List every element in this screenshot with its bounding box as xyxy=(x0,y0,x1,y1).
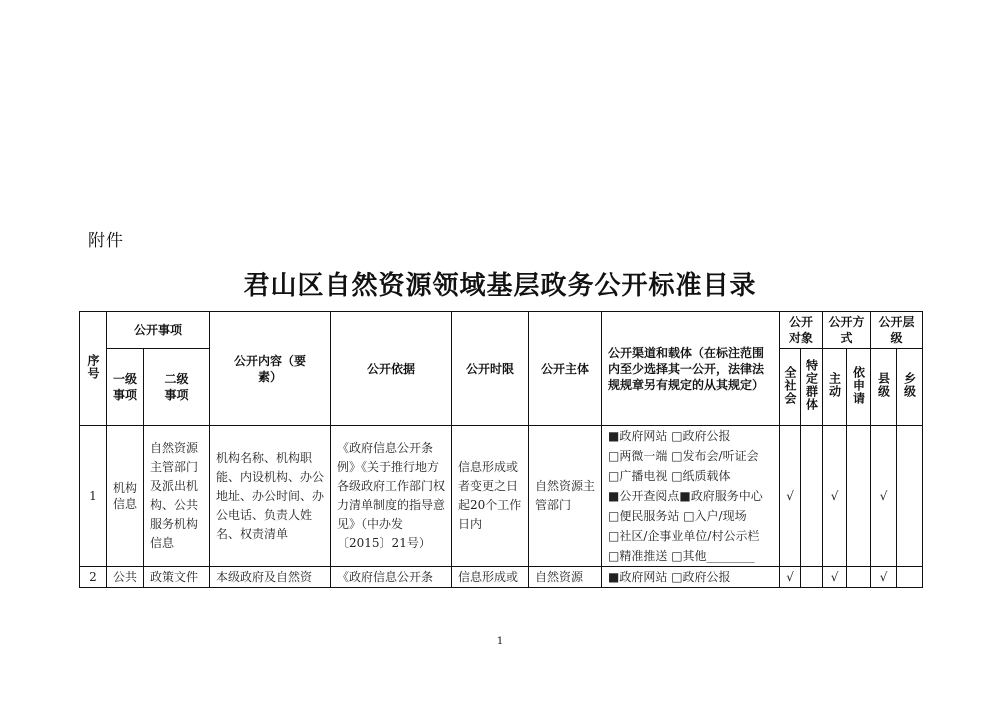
row-time-limit: 信息形成或者变更之日起20个工作日内 xyxy=(452,426,529,567)
channel-checkbox: □ 其他________ xyxy=(671,549,754,563)
row-target-all: √ xyxy=(780,567,801,588)
row-level-county: √ xyxy=(871,567,897,588)
channel-checkbox: ■ 政府网站 xyxy=(608,570,667,584)
header-items: 公开事项 xyxy=(107,312,210,349)
header-level-county: 县级 xyxy=(871,349,897,426)
channel-checkbox: □ 社区/企事业单位/村公示栏 xyxy=(608,529,759,543)
header-method: 公开方式 xyxy=(823,312,871,349)
channel-checkbox: □ 纸质载体 xyxy=(671,469,730,483)
row-level2: 政策文件 xyxy=(144,567,210,588)
channel-checkbox: □ 精准推送 xyxy=(608,549,667,563)
header-level2: 二级事项 xyxy=(144,349,210,426)
document-title: 君山区自然资源领域基层政务公开标准目录 xyxy=(243,271,757,301)
header-target-specific: 特定群体 xyxy=(801,349,823,426)
header-level1: 一级事项 xyxy=(107,349,144,426)
channel-checkbox: ■ 政府服务中心 xyxy=(679,489,762,503)
row-level-town xyxy=(897,426,923,567)
channel-checkbox: □ 广播电视 xyxy=(608,469,667,483)
channel-checkbox: ■ 公开查阅点 xyxy=(608,489,679,503)
header-target-all: 全社会 xyxy=(780,349,801,426)
row-target-specific xyxy=(801,567,823,588)
row-method-active: √ xyxy=(823,426,847,567)
row-basis: 《政府信息公开条例》《关于推行地方各级政府工作部门权力清单制度的指导意见》（中办发〔2015〕21号） xyxy=(331,426,452,567)
row-content: 机构名称、机构职能、内设机构、办公地址、办公时间、办公电话、负责人姓名、权责清单 xyxy=(210,426,331,567)
row-channels xyxy=(602,567,780,588)
table-row xyxy=(80,567,923,588)
row-seq: 1 xyxy=(80,426,107,567)
channel-checkbox: □ 发布会/听证会 xyxy=(671,449,758,463)
row-level2: 自然资源主管部门及派出机构、公共服务机构信息 xyxy=(144,426,210,567)
row-target-all: √ xyxy=(780,426,801,567)
standard-catalog-table xyxy=(79,311,923,588)
row-channels xyxy=(602,426,780,567)
header-time-limit: 公开时限 xyxy=(452,312,529,426)
header-subject: 公开主体 xyxy=(529,312,602,426)
header-method-request: 依申请 xyxy=(847,349,871,426)
header-method-active: 主动 xyxy=(823,349,847,426)
row-seq: 2 xyxy=(80,567,107,588)
row-target-specific xyxy=(801,426,823,567)
header-content: 公开内容（要素） xyxy=(210,312,331,426)
header-seq: 序号 xyxy=(80,312,107,426)
row-level1: 公共 xyxy=(107,567,144,588)
row-subject: 自然资源主管部门 xyxy=(529,426,602,567)
attachment-label: 附件 xyxy=(88,231,124,251)
row-method-request xyxy=(847,426,871,567)
row-subject: 自然资源 xyxy=(529,567,602,588)
header-level-town: 乡级 xyxy=(897,349,923,426)
row-method-active: √ xyxy=(823,567,847,588)
channel-checkbox: □ 政府公报 xyxy=(671,570,730,584)
page-number: 1 xyxy=(496,636,504,647)
row-method-request xyxy=(847,567,871,588)
row-level1: 机构信息 xyxy=(107,426,144,567)
channel-checkbox: □ 便民服务站 xyxy=(608,509,679,523)
channel-checkbox: ■ 政府网站 xyxy=(608,429,667,443)
row-basis: 《政府信息公开条 xyxy=(331,567,452,588)
channel-checkbox: □ 入户/现场 xyxy=(683,509,746,523)
table-row xyxy=(80,426,923,567)
header-basis: 公开依据 xyxy=(331,312,452,426)
channel-checkbox: □ 政府公报 xyxy=(671,429,730,443)
row-time-limit: 信息形成或 xyxy=(452,567,529,588)
row-level-town xyxy=(897,567,923,588)
row-content: 本级政府及自然资 xyxy=(210,567,331,588)
header-level: 公开层级 xyxy=(871,312,923,349)
header-target: 公开对象 xyxy=(780,312,823,349)
row-level-county: √ xyxy=(871,426,897,567)
channel-checkbox: □ 两微一端 xyxy=(608,449,667,463)
header-channels: 公开渠道和载体（在标注范围内至少选择其一公开，法律法规规章另有规定的从其规定） xyxy=(602,312,780,426)
